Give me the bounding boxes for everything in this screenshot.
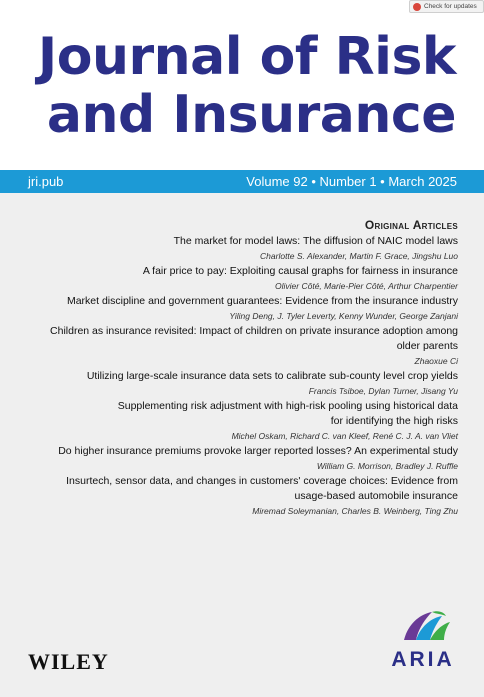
article-title[interactable]: Utilizing large-scale insurance data sets to calibrate sub-county level crop yields: [86, 370, 458, 382]
issue-bar: [0, 170, 484, 193]
article-authors: Michel Oskam, Richard C. van Kleef, René C. J. A. van Vliet: [231, 431, 458, 441]
article-authors: Yiling Deng, J. Tyler Leverty, Kenny Wunder, George Zanjani: [229, 311, 458, 321]
article-authors: Zhaoxue Ci: [414, 356, 458, 366]
article-title[interactable]: Insurtech, sensor data, and changes in customers' coverage choices: Evidence from: [66, 475, 458, 487]
article-title[interactable]: Market discipline and government guarantees: Evidence from the insurance industry: [66, 295, 458, 307]
article-title[interactable]: Supplementing risk adjustment with high-risk pooling using historical data: [117, 400, 458, 412]
article-authors: Charlotte S. Alexander, Martin F. Grace, Jingshu Luo: [260, 251, 458, 261]
journal-title-line1: Journal of Risk: [37, 27, 456, 87]
article-authors: Francis Tsiboe, Dylan Turner, Jisang Yu: [308, 386, 458, 396]
journal-title: [38, 28, 456, 144]
article-authors: William G. Morrison, Bradley J. Ruffle: [316, 461, 458, 471]
article-title[interactable]: The market for model laws: The diffusion of NAIC model laws: [173, 235, 458, 247]
section-heading: Original Articles: [364, 218, 458, 232]
table-of-contents: [18, 218, 458, 519]
journal-url[interactable]: jri.pub: [28, 174, 64, 189]
article-title-continued[interactable]: older parents: [396, 340, 458, 352]
cover-header: [0, 0, 484, 170]
update-icon: [413, 3, 421, 11]
article-title[interactable]: A fair price to pay: Exploiting causal graphs for fairness in insurance: [142, 265, 458, 277]
article-authors: Olivier Côté, Marie-Pier Côté, Arthur Charpentier: [275, 281, 458, 291]
article-title[interactable]: Do higher insurance premiums provoke larger reported losses? An experimental study: [58, 445, 458, 457]
aria-label: ARIA: [391, 648, 455, 671]
article-authors: Miremad Soleymanian, Charles B. Weinberg, Ting Zhu: [252, 506, 458, 516]
article-title-continued[interactable]: for identifying the high risks: [330, 415, 458, 427]
check-for-updates-badge[interactable]: [409, 0, 484, 13]
aria-logo: [386, 610, 460, 674]
wiley-logo: WILEY: [28, 649, 109, 674]
issue-info: Volume 92 • Number 1 • March 2025: [246, 174, 457, 189]
journal-title-line2: and Insurance: [46, 85, 456, 145]
article-list: [18, 234, 458, 518]
update-badge-label: Check for updates: [424, 3, 477, 10]
article-title-continued[interactable]: usage-based automobile insurance: [294, 490, 458, 502]
aria-mark-icon: [386, 610, 460, 650]
article-title[interactable]: Children as insurance revisited: Impact of children on private insurance adoption among: [50, 325, 458, 337]
